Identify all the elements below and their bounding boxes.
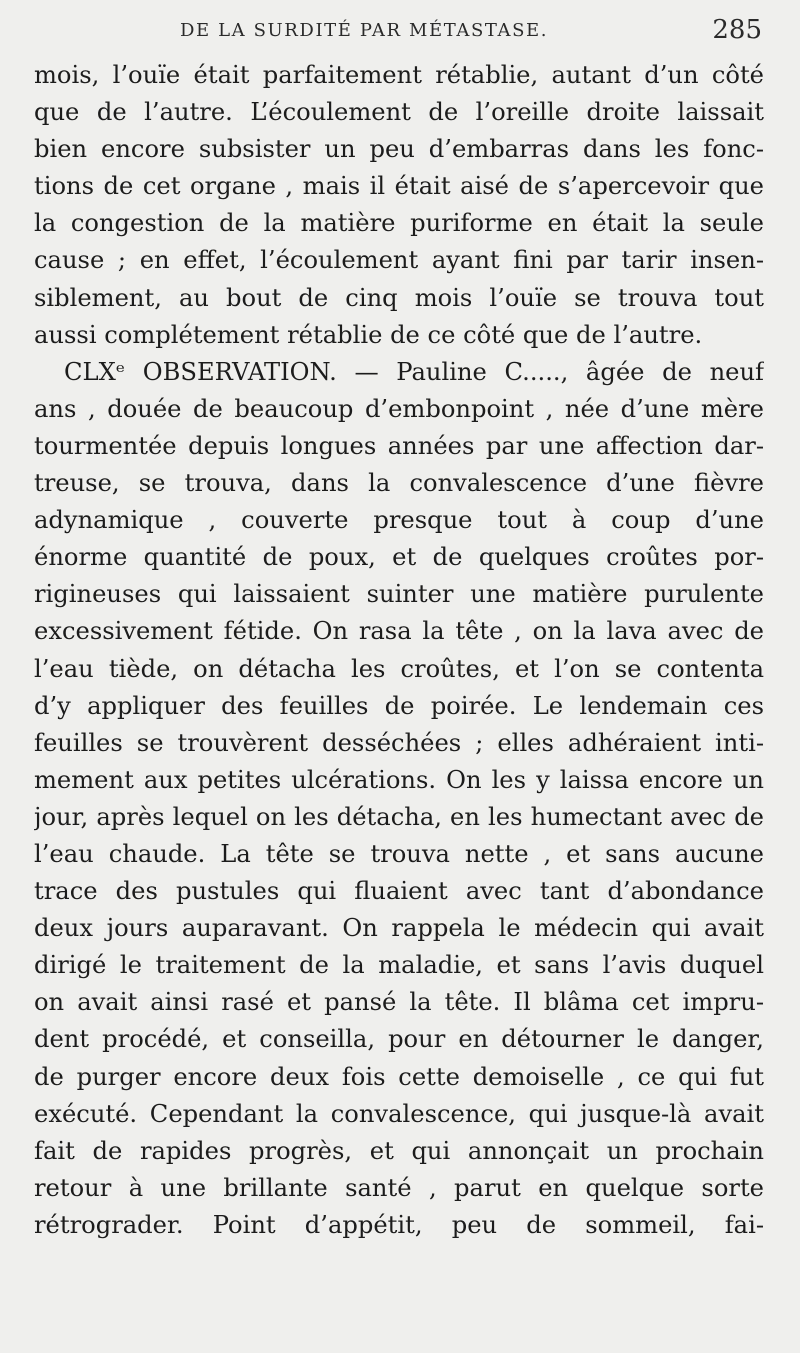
text-line: jour, après lequel on les détacha, en les humectant avec de <box>34 802 764 831</box>
observation-heading-line: CLXᵉ OBSERVATION. — Pauline C....., âgée de neuf <box>64 357 764 386</box>
body-text <box>34 57 764 1244</box>
text-line: tourmentée depuis longues années par une affection dar- <box>34 431 764 460</box>
text-line: retour à une brillante santé , parut en quelque sorte <box>34 1173 764 1202</box>
text-line: d’y appliquer des feuilles de poirée. Le lendemain ces <box>34 691 764 720</box>
text-line: ans , douée de beaucoup d’embonpoint , née d’une mère <box>34 394 764 423</box>
text-line: deux jours auparavant. On rappela le médecin qui avait <box>34 914 764 943</box>
text-line: énorme quantité de poux, et de quelques croûtes por- <box>34 543 764 572</box>
text-line: treuse, se trouva, dans la convalescence d’une fièvre <box>34 469 764 498</box>
text-line: l’eau tiède, on détacha les croûtes, et l’on se contenta <box>34 654 764 683</box>
text-line: tions de cet organe , mais il était aisé de s’apercevoir que <box>34 172 764 201</box>
text-line: siblement, au bout de cinq mois l’ouïe se trouva tout <box>34 283 764 312</box>
text-line: cause ; en effet, l’écoulement ayant fini par tarir insen- <box>34 246 764 275</box>
text-line: aussi complétement rétablie de ce côté que de l’autre. <box>34 320 703 349</box>
text-line: exécuté. Cependant la convalescence, qui jusque-là avait <box>34 1099 764 1128</box>
text-line: mement aux petites ulcérations. On les y laissa encore un <box>34 765 764 794</box>
text-line: fait de rapides progrès, et qui annonçait un prochain <box>34 1136 764 1165</box>
text-line: trace des pustules qui fluaient avec tant d’abondance <box>34 877 764 906</box>
running-title: DE LA SURDITÉ PAR MÉTASTASE. <box>180 20 549 41</box>
text-line: on avait ainsi rasé et pansé la tête. Il blâma cet impru- <box>34 988 764 1017</box>
page-number: 285 <box>712 15 762 45</box>
running-header <box>0 12 800 52</box>
text-line: de purger encore deux fois cette demoiselle , ce qui fut <box>34 1062 764 1091</box>
text-line: excessivement fétide. On rasa la tête , on la lava avec de <box>34 617 764 646</box>
text-line: rigineuses qui laissaient suinter une matière purulente <box>34 580 764 609</box>
text-line: mois, l’ouïe était parfaitement rétablie, autant d’un côté <box>34 61 764 89</box>
text-line: l’eau chaude. La tête se trouva nette , et sans aucune <box>34 839 764 868</box>
text-line: dent procédé, et conseilla, pour en détourner le danger, <box>34 1025 764 1054</box>
text-line: la congestion de la matière puriforme en était la seule <box>34 209 764 238</box>
text-line: bien encore subsister un peu d’embarras dans les fonc- <box>34 135 764 164</box>
text-line: que de l’autre. L’écoulement de l’oreille droite laissait <box>34 98 764 127</box>
text-line: feuilles se trouvèrent desséchées ; elles adhéraient inti- <box>34 728 764 757</box>
text-line: adynamique , couverte presque tout à coup d’une <box>34 506 764 535</box>
text-line: dirigé le traitement de la maladie, et sans l’avis duquel <box>34 951 764 980</box>
text-line: rétrograder. Point d’appétit, peu de sommeil, fai- <box>34 1210 764 1239</box>
